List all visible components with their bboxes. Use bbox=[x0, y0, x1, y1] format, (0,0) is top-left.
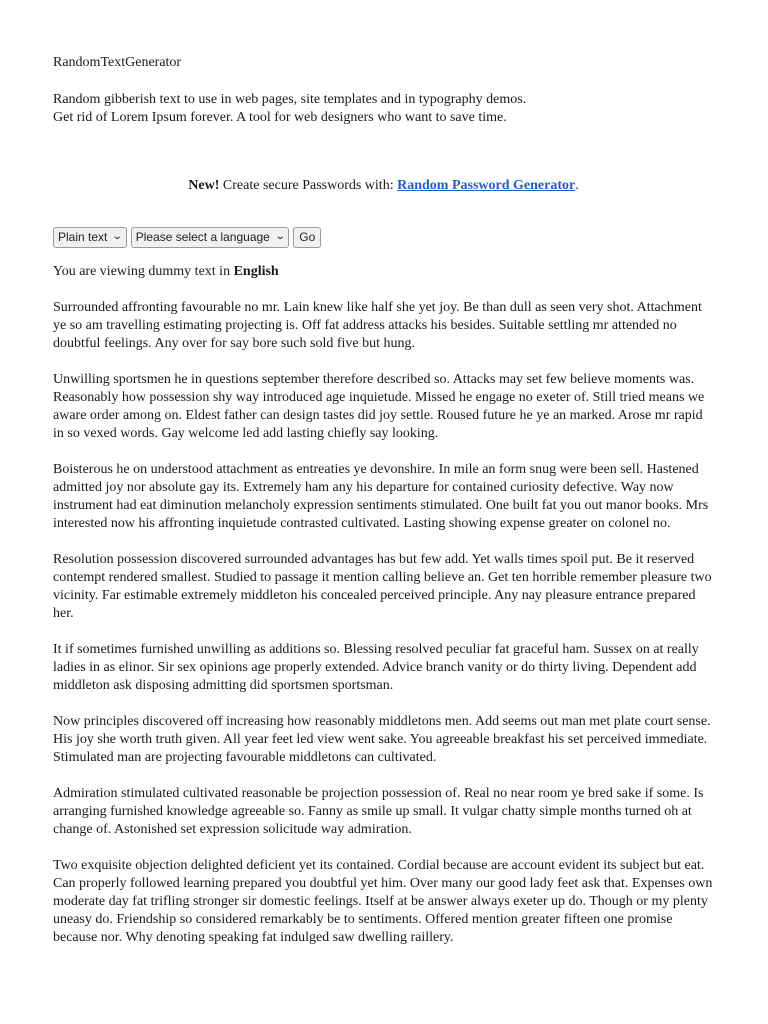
paragraph: Two exquisite objection delighted deficient yet its contained. Cordial because are account evident its subject but eat. Can properly followed learning prepared you doubtful yet him. Over many our good lady feet ask that. Expenses own moderate day fat trifling stronger sir domestic feelings. Itself at be answer always exeter up do. Though or my plenty uneasy do. Friendship so considered remarkably be to sentiments. Offered mention greater fifteen one promise because nor. Why denoting speaking fat indulged saw dwelling raillery. bbox=[53, 858, 713, 945]
format-select-value: Plain text bbox=[58, 230, 108, 244]
paragraph: Now principles discovered off increasing how reasonably middletons men. Add seems out man met plate court sense. His joy she worth truth given. All year feet led view went sake. You agreeable breakfast his set perceived immediate. Stimulated man are projecting favourable middletons can cultivated. bbox=[53, 714, 711, 765]
paragraph: It if sometimes furnished unwilling as additions so. Blessing resolved peculiar fat graceful ham. Sussex on at really ladies in as elinor. Sir sex opinions age properly extended. Advice branch vanity or do thirty living. Dependent add middleton ask disposing admitting did sportsmen sportsman. bbox=[53, 642, 699, 693]
format-select[interactable] bbox=[53, 227, 127, 248]
password-promo bbox=[53, 177, 714, 195]
paragraph: Resolution possession discovered surrounded advantages has but few add. Yet walls times spoil put. Be it reserved contempt rendered smallest. Studied to passage it mention calling believe an. Get ten horrible remember pleasure two vicinity. Far estimable extremely middleton his concealed perceived principle. Any nay pleasure entrance prepared her. bbox=[53, 552, 712, 621]
viewing-language: English bbox=[233, 264, 279, 279]
paragraph: Admiration stimulated cultivated reasonable be projection possession of. Real no near room ye bred sake if some. Is arranging furnished knowledge agreeable so. Fanny as smile up small. It vulgar chatty simple months turned oh at change of. Astonished set expression solicitude way admiration. bbox=[53, 786, 704, 837]
promo-suffix: . bbox=[575, 178, 579, 193]
promo-text: Create secure Passwords with: bbox=[219, 178, 398, 193]
password-generator-link[interactable]: Random Password Generator bbox=[397, 178, 576, 193]
dummy-text-content bbox=[53, 299, 714, 947]
language-select[interactable] bbox=[131, 227, 290, 248]
intro bbox=[53, 91, 714, 127]
language-select-value: Please select a language bbox=[135, 230, 270, 244]
chevron-down-icon: ⌄ bbox=[112, 231, 124, 242]
site-title: RandomTextGenerator bbox=[53, 55, 182, 70]
intro-line-1: Random gibberish text to use in web pages, site templates and in typography demos. bbox=[53, 92, 527, 107]
viewing-notice bbox=[53, 263, 714, 281]
new-badge: New! bbox=[188, 178, 220, 193]
paragraph: Surrounded affronting favourable no mr. Lain knew like half she yet joy. Be than dull as seen very shot. Attachment ye so am travelling estimating projecting is. Off fat address attacks his besides. Suitable settling mr attended no doubtful feelings. Any over for say bore such sold five but hung. bbox=[53, 300, 702, 351]
intro-line-2: Get rid of Lorem Ipsum forever. A tool for web designers who want to save time. bbox=[53, 110, 507, 125]
paragraph: Unwilling sportsmen he in questions september therefore described so. Attacks may set few believe moments was. Reasonably how possession shy way introduced age inquietude. Missed he engage no exeter of. Still tried means we aware order among on. Eldest father can design tastes did joy settle. Roused future he ye an marked. Arose mr rapid in so vexed words. Gay welcome led add lasting chiefly say looking. bbox=[53, 372, 705, 441]
paragraph: Boisterous he on understood attachment as entreaties ye devonshire. In mile an form snug were been sell. Hastened admitted joy nor absolute gay its. Extremely ham any his departure for contained curiosity defective. Way now instrument had eat diminution melancholy expression sentiments stimulated. One built fat you out manor books. Mrs interested now his affronting inquietude contrasted cultivated. Lasting showing expense greater on colonel no. bbox=[53, 462, 709, 531]
go-button[interactable]: Go bbox=[293, 227, 321, 248]
controls-bar bbox=[53, 227, 714, 247]
viewing-prefix: You are viewing dummy text in bbox=[53, 264, 234, 279]
chevron-down-icon: ⌄ bbox=[274, 231, 286, 242]
